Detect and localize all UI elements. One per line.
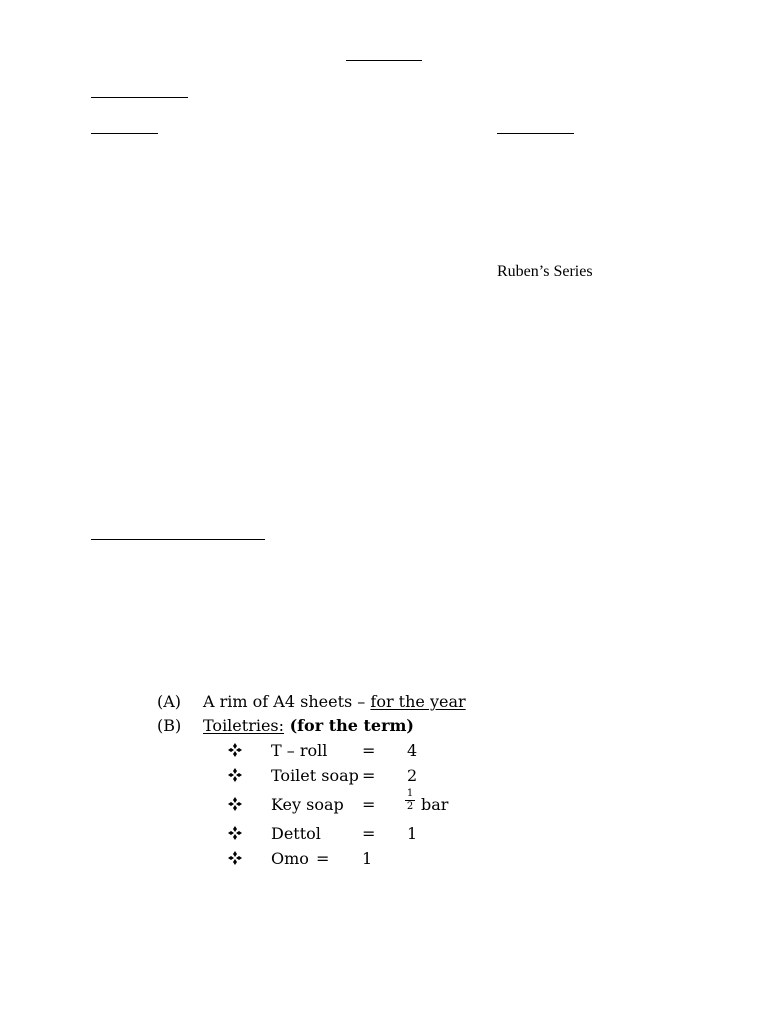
diamond-bullet-icon	[228, 768, 242, 782]
list-item-a-emphasis: for the year	[370, 692, 466, 711]
heading-rule-right	[497, 133, 574, 134]
toiletry-name: T – roll	[271, 741, 328, 760]
toiletry-qty: 4	[407, 741, 418, 760]
diamond-bullet-icon	[228, 743, 242, 757]
toiletry-equals: =	[362, 766, 376, 785]
toiletry-qty: 1	[407, 824, 418, 843]
toiletry-qty: 1	[362, 849, 373, 868]
fraction-denominator: 2	[406, 801, 414, 812]
toiletry-qty: 2	[407, 766, 418, 785]
list-item-a	[203, 692, 466, 712]
toiletry-unit: bar	[421, 795, 449, 814]
toiletry-name: Key soap	[271, 795, 344, 814]
toiletry-name: Omo	[271, 849, 309, 868]
heading-rule-left-1	[91, 97, 188, 98]
heading-rule-left-2	[91, 133, 158, 134]
diamond-bullet-icon	[228, 797, 242, 811]
side-note: Ruben’s Series	[497, 263, 593, 280]
list-item-b	[203, 716, 414, 736]
toiletry-equals: =	[362, 824, 376, 843]
list-item-b-bold: (for the term)	[284, 716, 414, 735]
heading-rule-top-center	[346, 60, 422, 61]
list-marker-b: (B)	[157, 716, 182, 735]
toiletry-equals: =	[316, 849, 330, 868]
list-item-a-text: A rim of A4 sheets –	[203, 692, 371, 711]
fraction-numerator: 1	[406, 788, 414, 799]
heading-rule-section	[91, 539, 265, 540]
list-marker-a: (A)	[157, 692, 182, 711]
toiletry-name: Dettol	[271, 824, 321, 843]
diamond-bullet-icon	[228, 851, 242, 865]
list-item-b-label: Toiletries:	[203, 716, 285, 735]
toiletry-equals: =	[362, 741, 376, 760]
diamond-bullet-icon	[228, 826, 242, 840]
toiletry-equals: =	[362, 795, 376, 814]
toiletry-qty-fraction	[405, 789, 415, 812]
toiletry-name: Toilet soap	[271, 766, 359, 785]
